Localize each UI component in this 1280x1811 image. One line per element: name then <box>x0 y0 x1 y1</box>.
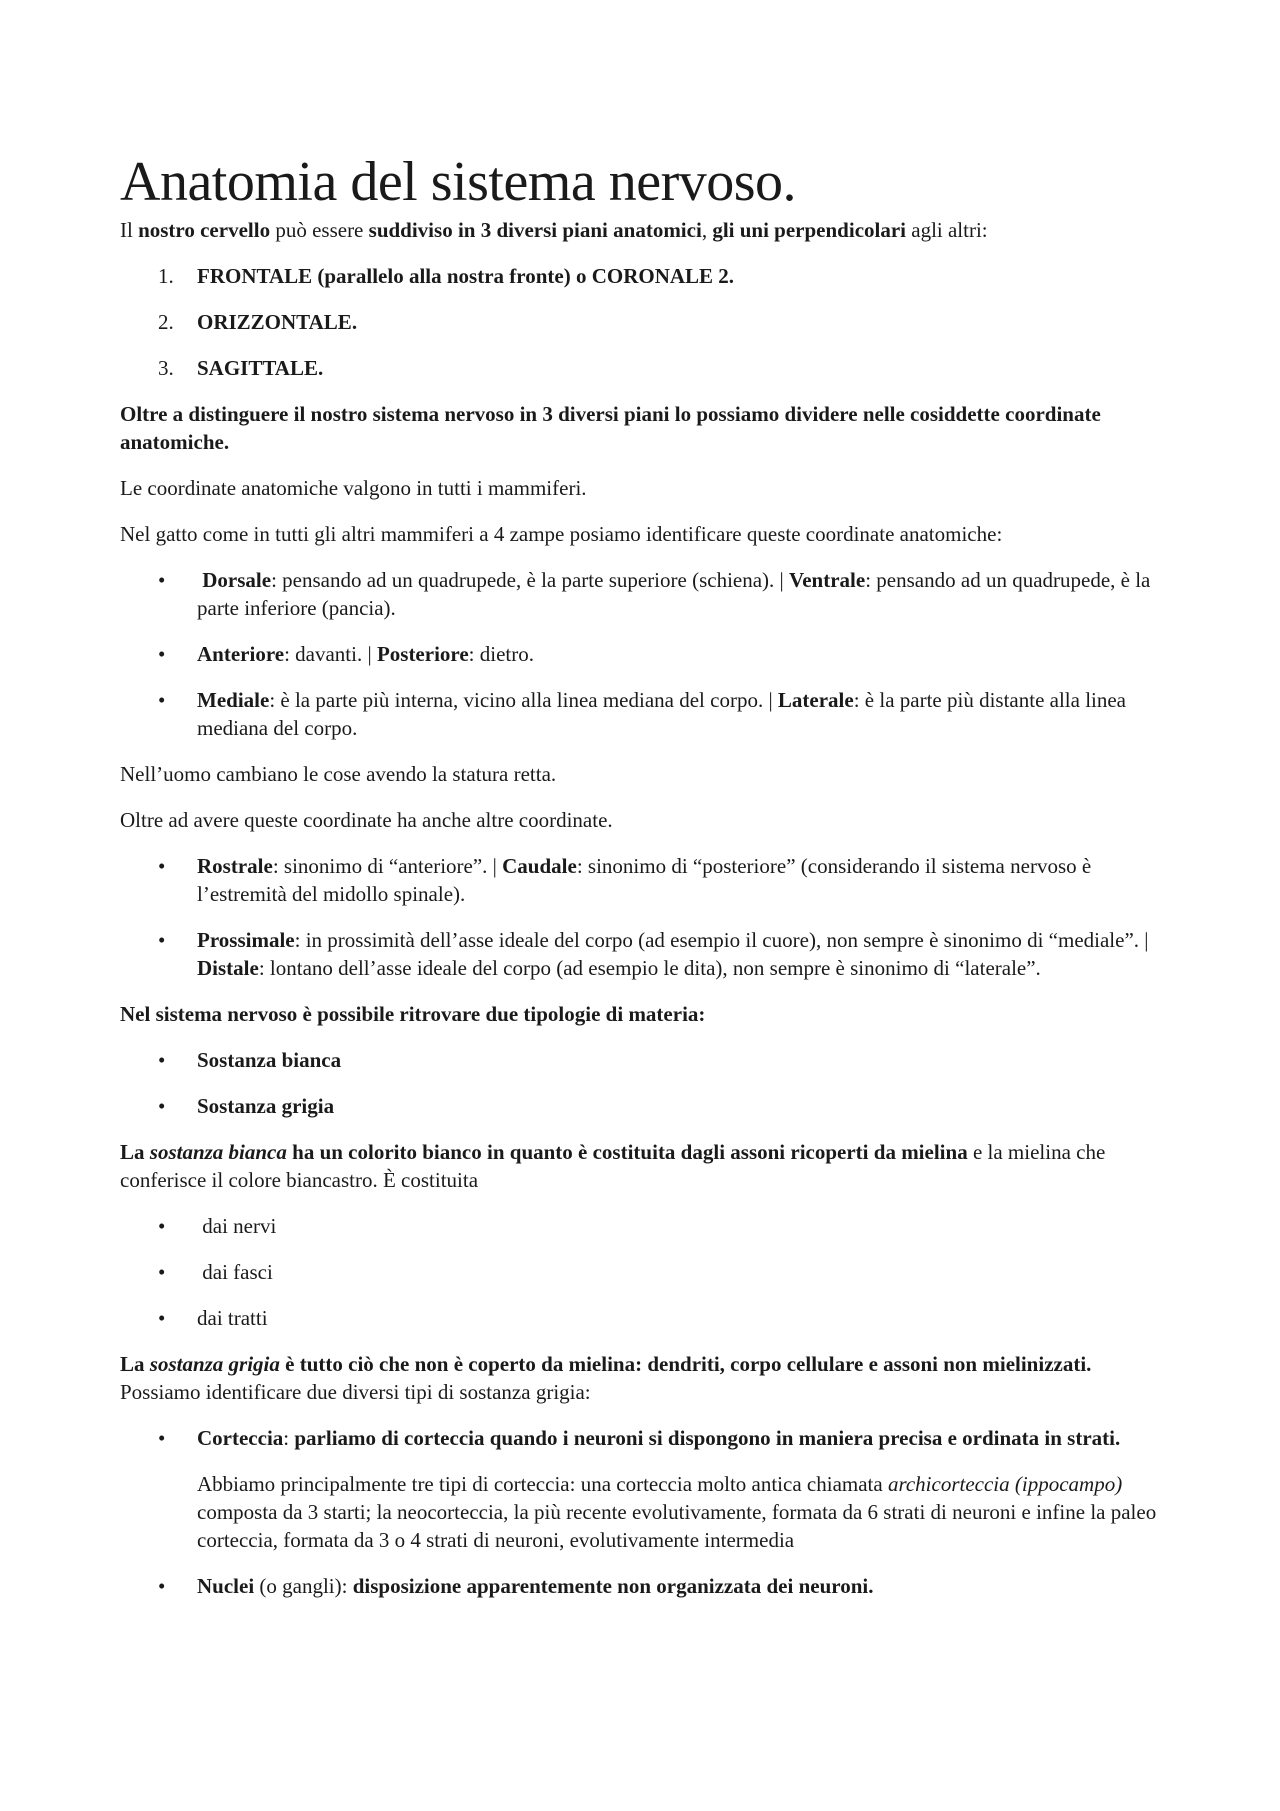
intro-text: , <box>701 218 713 242</box>
list-item-text: Sostanza grigia <box>197 1094 335 1118</box>
intro-bold: nostro cervello <box>138 218 271 242</box>
planes-list <box>120 262 1160 382</box>
matter-intro <box>120 1000 1160 1028</box>
term: Nuclei <box>197 1574 255 1598</box>
page-title: Anatomia del sistema nervoso. <box>120 151 797 213</box>
coordinates-list <box>120 566 1160 742</box>
intro-text: Il <box>120 218 139 242</box>
term: Prossimale <box>197 928 295 952</box>
paragraph: Oltre ad avere queste coordinate ha anche altre coordinate. <box>120 808 613 832</box>
white-matter-list <box>120 1212 1160 1332</box>
grey-matter-paragraph <box>120 1350 1160 1406</box>
definition: disposizione apparentemente non organizzata dei neuroni. <box>352 1574 874 1598</box>
list-item-text: FRONTALE (parallelo alla nostra fronte) o CORONALE 2. <box>197 264 735 288</box>
list-item <box>120 1046 1160 1074</box>
bold-text: La <box>120 1140 150 1164</box>
coordinates-list-2 <box>120 852 1160 982</box>
list-item <box>120 1212 1160 1240</box>
list-item-text: SAGITTALE. <box>197 356 324 380</box>
grey-matter-list <box>120 1424 1160 1452</box>
term: Laterale <box>777 688 854 712</box>
plain-text: (o gangli): <box>254 1574 353 1598</box>
list-item-text: dai fasci <box>202 1260 273 1284</box>
plain-text: composta da 3 starti; la neocorteccia, la più recente evolutivamente, formata da 6 strati di neuroni e infine la paleo corteccia, formata da 3 o 4 strati di neuroni, evolutivamente intermedia <box>197 1500 1157 1552</box>
list-item <box>120 1424 1160 1452</box>
paragraph: Nel gatto come in tutti gli altri mammiferi a 4 zampe posiamo identificare queste coordinate anatomiche: <box>120 522 1003 546</box>
intro-bold: suddiviso in 3 diversi piani anatomici <box>368 218 702 242</box>
italic-text: archicorteccia (ippocampo) <box>887 1472 1123 1496</box>
paragraph: Nell’uomo cambiano le cose avendo la statura retta. <box>120 762 557 786</box>
list-item <box>120 640 1160 668</box>
definition: : è la parte più distante alla linea mediana del corpo. <box>197 688 1127 740</box>
definition: : dietro. <box>468 642 534 666</box>
plain-text: e la mielina che conferisce il colore biancastro. È costituita <box>120 1140 1106 1192</box>
bold-text: ha un colorito bianco in quanto è costituita dagli assoni ricoperti da mielina <box>286 1140 968 1164</box>
term: Dorsale <box>202 568 272 592</box>
list-item <box>120 354 1160 382</box>
bullet-icon: • <box>158 854 166 878</box>
definition: : pensando ad un quadrupede, è la parte superiore (schiena). | <box>271 568 789 592</box>
list-number: 3. <box>158 356 174 380</box>
bold-text: La <box>120 1352 150 1376</box>
grey-matter-list-2 <box>120 1572 1160 1600</box>
definition: : sinonimo di “posteriore” (considerando il sistema nervoso è l’estremità del midollo spinale). <box>197 854 1092 906</box>
list-number: 2. <box>158 310 174 334</box>
list-item <box>120 852 1160 908</box>
white-matter-paragraph <box>120 1138 1160 1194</box>
plain-text: Possiamo identificare due diversi tipi di sostanza grigia: <box>120 1380 591 1404</box>
list-item <box>120 1304 1160 1332</box>
separator: : <box>283 1426 295 1450</box>
bullet-icon: • <box>158 1048 166 1072</box>
bullet-icon: • <box>158 642 166 666</box>
term: Mediale <box>197 688 270 712</box>
coordinates-intro-text: Oltre a distinguere il nostro sistema nervoso in 3 diversi piani lo possiamo dividere nelle cosiddette coordinate anatomiche. <box>120 402 1101 454</box>
term: Ventrale <box>789 568 866 592</box>
bullet-icon: • <box>158 1094 166 1118</box>
bold-italic-text: sostanza bianca <box>149 1140 287 1164</box>
list-item <box>120 262 1160 290</box>
list-item <box>120 1572 1160 1600</box>
plain-text: Abbiamo principalmente tre tipi di corteccia: una corteccia molto antica chiamata <box>197 1472 888 1496</box>
term: Rostrale <box>197 854 273 878</box>
list-item-text: ORIZZONTALE. <box>197 310 358 334</box>
bullet-icon: • <box>158 928 166 952</box>
bullet-icon: • <box>158 1214 166 1238</box>
list-item <box>120 1258 1160 1286</box>
intro-bold: gli uni perpendicolari <box>712 218 906 242</box>
list-item-text: Sostanza bianca <box>197 1048 342 1072</box>
definition: : è la parte più interna, vicino alla linea mediana del corpo. | <box>269 688 778 712</box>
bold-italic-text: sostanza grigia <box>149 1352 280 1376</box>
list-item-text: dai tratti <box>197 1306 268 1330</box>
bullet-icon: • <box>158 688 166 712</box>
definition: : in prossimità dell’asse ideale del corpo (ad esempio il cuore), non sempre è sinonimo di “mediale”. | <box>294 928 1149 952</box>
bullet-icon: • <box>158 1574 166 1598</box>
bullet-icon: • <box>158 568 166 592</box>
list-item <box>120 686 1160 742</box>
list-number: 1. <box>158 264 174 288</box>
list-item-text: dai nervi <box>202 1214 277 1238</box>
matter-list <box>120 1046 1160 1120</box>
term: Caudale <box>502 854 577 878</box>
intro-text: può essere <box>270 218 369 242</box>
definition: : sinonimo di “anteriore”. | <box>272 854 503 878</box>
term: Anteriore <box>197 642 285 666</box>
list-item <box>120 926 1160 982</box>
intro-text: agli altri: <box>906 218 988 242</box>
definition: : davanti. | <box>284 642 377 666</box>
intro-paragraph <box>120 216 1160 244</box>
list-item <box>120 566 1160 622</box>
list-item <box>120 1092 1160 1120</box>
coordinates-intro <box>120 400 1160 456</box>
bullet-icon: • <box>158 1260 166 1284</box>
bullet-icon: • <box>158 1306 166 1330</box>
matter-intro-text: Nel sistema nervoso è possibile ritrovare due tipologie di materia: <box>120 1002 706 1026</box>
list-item <box>120 308 1160 336</box>
definition: parliamo di corteccia quando i neuroni si dispongono in maniera precisa e ordinata in strati. <box>294 1426 1121 1450</box>
term: Posteriore <box>376 642 469 666</box>
bullet-icon: • <box>158 1426 166 1450</box>
definition: : pensando ad un quadrupede, è la parte inferiore (pancia). <box>197 568 1151 620</box>
term: Distale <box>197 956 259 980</box>
definition: : lontano dell’asse ideale del corpo (ad esempio le dita), non sempre è sinonimo di “laterale”. <box>258 956 1041 980</box>
bold-text: è tutto ciò che non è coperto da mielina: dendriti, corpo cellulare e assoni non mielinizzati. <box>279 1352 1092 1376</box>
cortex-detail <box>120 1470 1160 1554</box>
term: Corteccia <box>197 1426 284 1450</box>
paragraph: Le coordinate anatomiche valgono in tutti i mammiferi. <box>120 476 587 500</box>
